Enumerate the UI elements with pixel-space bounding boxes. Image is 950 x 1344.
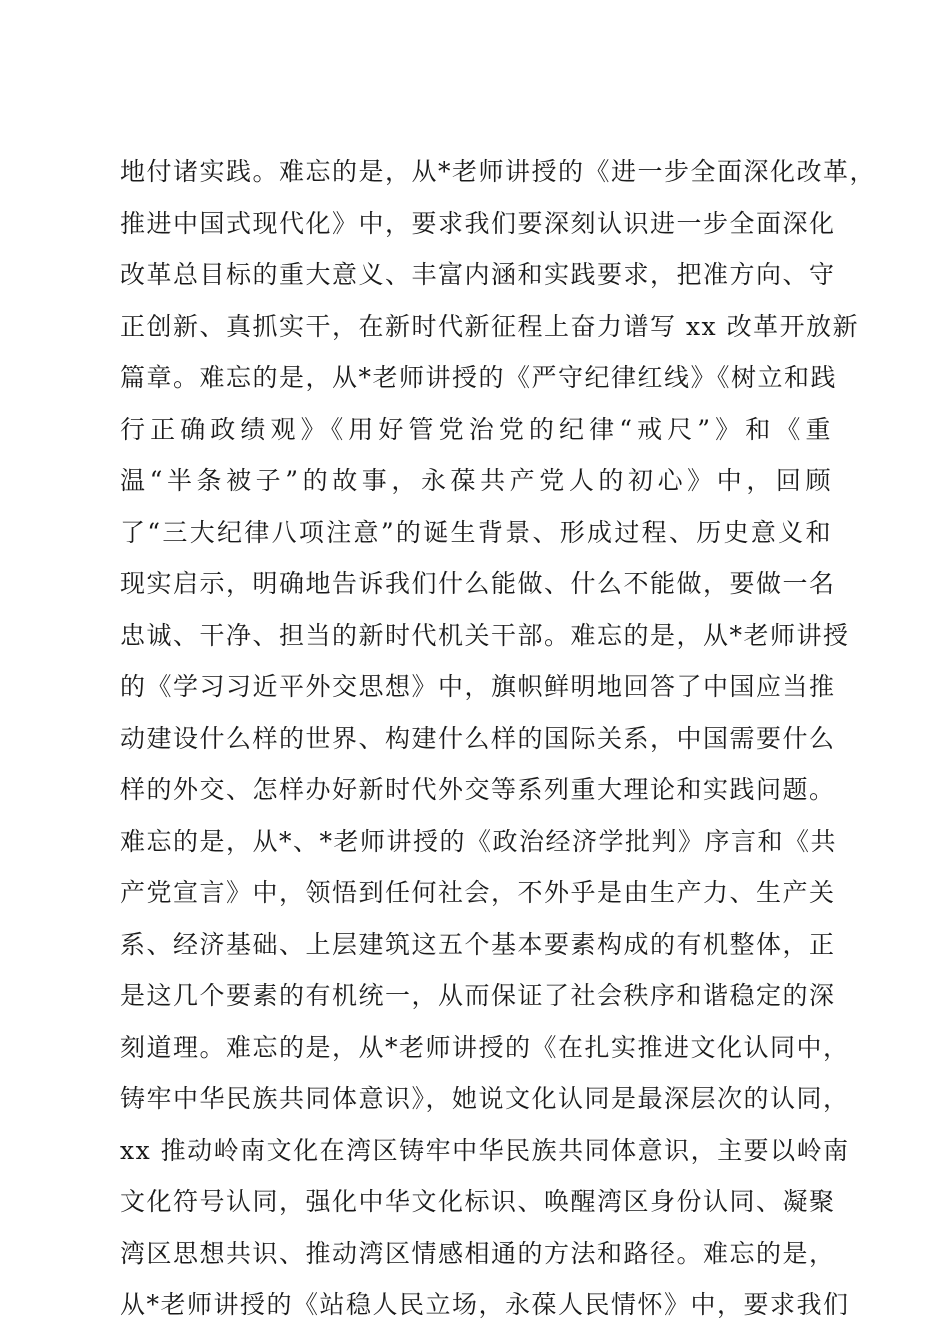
text-line: 改革总目标的重大意义、丰富内涵和实践要求，把准方向、守 [120,260,836,289]
text-line: 铸牢中华民族共同体意识》，她说文化认同是最深层次的认同， [120,1084,850,1113]
text-line: 正创新、真抓实干，在新时代新征程上奋力谱写 xx 改革开放新 [120,311,860,341]
body-paragraph [120,146,877,1331]
text-line: 系、经济基础、上层建筑这五个基本要素构成的有机整体，正 [120,929,836,959]
text-line: 产党宣言》中，领悟到任何社会，不外乎是由生产力、生产关 [120,878,836,907]
text-line: 推进中国式现代化》中，要求我们要深刻认识进一步全面深化 [120,208,836,238]
text-line: 刻道理。难忘的是，从*老师讲授的《在扎实推进文化认同中， [120,1032,850,1062]
text-line: 湾区思想共识、推动湾区情感相通的方法和路径。难忘的是， [120,1238,836,1268]
text-line: 篇章。难忘的是，从*老师讲授的《严守纪律红线》《树立和践 [120,363,838,392]
text-line: 的《学习习近平外交思想》中，旗帜鲜明地回答了中国应当推 [120,672,836,701]
text-line: 现实启示，明确地告诉我们什么能做、什么不能做，要做一名 [120,569,836,598]
text-line: 动建设什么样的世界、构建什么样的国际关系，中国需要什么 [120,723,836,753]
text-line: 了“三大纪律八项注意”的诞生背景、形成过程、历史意义和 [120,517,832,547]
text-line: 样的外交、怎样办好新时代外交等系列重大理论和实践问题。 [120,775,836,804]
text-line: 行正确政绩观》《用好管党治党的纪律“戒尺”》和《重 [120,414,832,444]
text-line: 难忘的是，从*、*老师讲授的《政治经济学批判》序言和《共 [120,826,838,856]
text-line: 忠诚、干净、担当的新时代机关干部。难忘的是，从*老师讲授 [120,620,850,650]
text-line: 地付诸实践。难忘的是，从*老师讲授的《进一步全面深化改革， [120,157,877,186]
text-line: 温“半条被子”的故事，永葆共产党人的初心》中，回顾 [120,466,832,495]
text-line: xx 推动岭南文化在湾区铸牢中华民族共同体意识，主要以岭南 [120,1135,850,1165]
text-line: 文化符号认同，强化中华文化标识、唤醒湾区身份认同、凝聚 [120,1187,836,1216]
text-line: 从*老师讲授的《站稳人民立场，永葆人民情怀》中，要求我们 [120,1290,850,1319]
text-line: 是这几个要素的有机统一，从而保证了社会秩序和谐稳定的深 [120,981,836,1010]
